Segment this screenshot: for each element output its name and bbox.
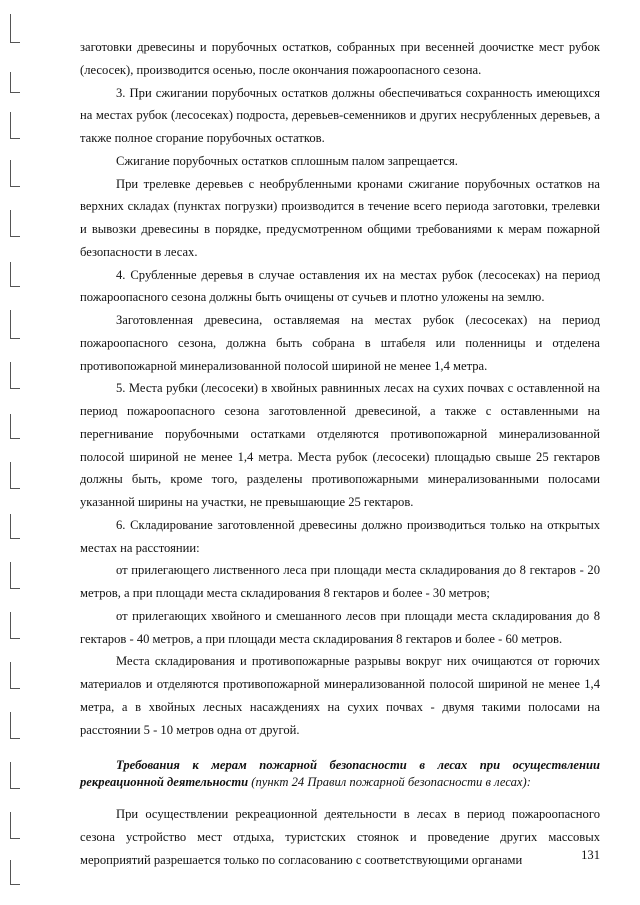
- binding-mark: [10, 812, 20, 839]
- paragraph-storage-clearing: Места складирования и противопожарные разрывы вокруг них очищаются от горючих материалов и отделяются противопожарной минерализованной полосой шириной не менее 1,4 метра, а в хвойных лесных насаждениях на сухих почвах - двумя такими полосами на расстоянии 5 - 10 метров одна от другой.: [80, 654, 600, 737]
- binding-mark: [10, 414, 20, 439]
- section-heading: [80, 757, 600, 791]
- binding-mark: [10, 72, 20, 93]
- binding-mark: [10, 160, 20, 187]
- section-heading-reference: (пункт 24 Правил пожарной безопасности в лесах):: [248, 775, 531, 790]
- section-heading-title: Требования к мерам пожарной безопасности в лесах при осуществлении рекреационной деятельности: [80, 758, 600, 790]
- binding-mark: [10, 662, 20, 689]
- binding-mark: [10, 14, 20, 43]
- binding-mark: [10, 462, 20, 489]
- binding-mark: [10, 210, 20, 237]
- paragraph-skidding: При трелевке деревьев с необрубленными кронами сжигание порубочных остатков на верхних складах (пунктах погрузки) производится в течение всего периода заготовки, трелевки и вывозки древесины в порядке, предусмотренном общими требованиями к мерам пожарной безопасности в лесах.: [80, 176, 600, 259]
- binding-mark: [10, 514, 20, 539]
- paragraph-item-4: 4. Срубленные деревья в случае оставления их на местах рубок (лесосеках) на период пожароопасного сезона должны быть очищены от сучьев и плотно уложены на землю.: [80, 267, 600, 305]
- binding-mark: [10, 262, 20, 287]
- document-page: [80, 36, 600, 872]
- paragraph-coniferous-distance: от прилегающих хвойного и смешанного лесов при площади места складирования до 8 гектаров - 40 метров, а при площади места складирования 8 гектаров и более - 60 метров.: [80, 608, 600, 646]
- paragraph-deciduous-distance: от прилегающего лиственного леса при площади места складирования до 8 гектаров - 20 метров, а при площади места складирования 8 гектаров и более - 30 метров;: [80, 563, 600, 600]
- paragraph-item-6: 6. Складирование заготовленной древесины должно производиться только на открытых местах на расстоянии:: [80, 517, 600, 555]
- paragraph-item-5: 5. Места рубки (лесосеки) в хвойных равнинных лесах на сухих почвах с оставленной на период пожароопасного сезона заготовленной древесиной, а также с оставленными на перегнивание порубочными остатками отделяются противопожарной минерализованной полосой шириной не менее 1,4 метра. Места рубок (лесосеки) площадью свыше 25 гектаров должны быть, кроме того, разделены противопожарными минерализованными полосами указанной ширины на участки, не превышающие 25 гектаров.: [80, 381, 600, 509]
- binding-mark: [10, 562, 20, 589]
- paragraph-harvested-wood: Заготовленная древесина, оставляемая на местах рубок (лесосеках) на период пожароопасного сезона, должна быть собрана в штабеля или поленницы и отделена противопожарной минерализованной полосой шириной не менее 1,4 метра.: [80, 313, 600, 373]
- binding-edge: [0, 0, 22, 905]
- page-number: 131: [581, 848, 600, 862]
- binding-mark: [10, 612, 20, 639]
- paragraph-pal-ban: Сжигание порубочных остатков сплошным палом запрещается.: [116, 153, 458, 168]
- binding-mark: [10, 310, 20, 339]
- binding-mark: [10, 362, 20, 389]
- binding-mark: [10, 860, 20, 885]
- paragraph-item-3: 3. При сжигании порубочных остатков должны обеспечиваться сохранность имеющихся на местах рубок (лесосеках) подроста, деревьев-семенников и других несрубленных деревьев, а также полное сгорание порубочных остатков.: [80, 85, 600, 145]
- binding-mark: [10, 762, 20, 789]
- binding-mark: [10, 712, 20, 739]
- paragraph-recreation: При осуществлении рекреационной деятельности в лесах в период пожароопасного сезона устройство мест отдыха, туристских стоянок и проведение других массовых мероприятий разрешается только по согласованию с соответствующими органами: [80, 807, 600, 867]
- binding-mark: [10, 112, 20, 139]
- paragraph-continuation: заготовки древесины и порубочных остатков, собранных при весенней доочистке мест рубок (лесосек), производится осенью, после окончания пожароопасного сезона.: [80, 40, 600, 77]
